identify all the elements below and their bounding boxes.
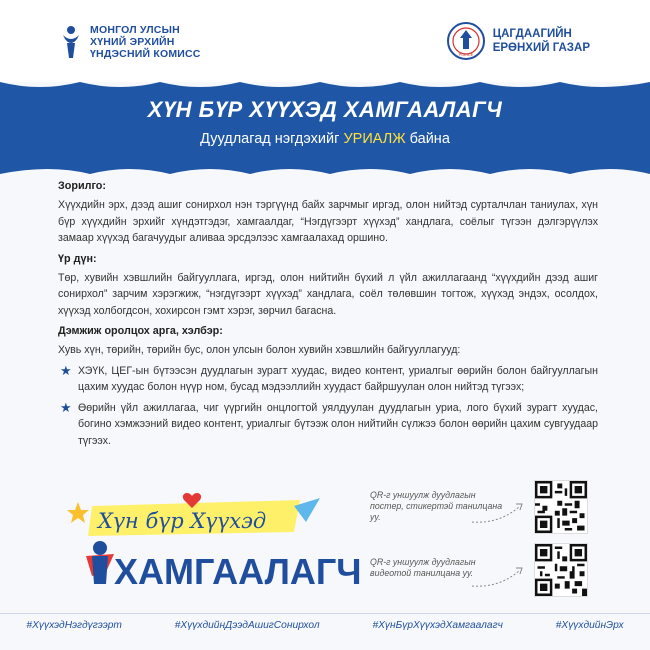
goal-heading: Зорилго: xyxy=(58,180,106,192)
header xyxy=(0,0,650,82)
right-org-line2: ЕРӨНХИЙ ГАЗАР xyxy=(492,42,590,54)
qr-note-line: QR-г уншуулж дуудлагын xyxy=(370,490,476,500)
subtitle-highlight: УРИАЛЖ xyxy=(343,131,406,147)
method-list xyxy=(58,363,598,450)
hashtag[interactable]: #ХүүхдийнЭрх xyxy=(555,620,624,631)
hashtag[interactable]: #ХүүхэдНэгдүгээрт xyxy=(26,620,122,631)
logo-script-text: Хүн бүр Хүүхэд xyxy=(98,509,267,533)
qr-note-line: постер, стикертэй танилцана xyxy=(370,501,503,511)
campaign-logo xyxy=(62,492,362,592)
list-item xyxy=(58,400,598,450)
child-figure-icon xyxy=(93,541,107,555)
method-heading: Дэмжиж оролцох арга, хэлбэр: xyxy=(58,325,223,337)
police-seal-icon xyxy=(447,22,485,60)
hashtag[interactable]: #ХүүхдийнДээдАшигСонирхол xyxy=(174,620,320,631)
left-org-line1: МОНГОЛ УЛСЫН xyxy=(90,24,180,36)
logo-main-text: ХАМГААЛАГЧ xyxy=(114,551,362,592)
result-heading: Үр дүн: xyxy=(58,252,97,265)
left-org-line2: ХҮНИЙ ЭРХИЙН xyxy=(90,36,175,48)
result-text: Төр, хувийн хэвшлийн байгууллага, иргэд, олон нийтийн бүхий л үйл ажиллагаанд “хүүхдийн дээд ашиг сонирхол” зарчим хэрэгжиж, “нэгдүгээрт хүүхэд” хандлага, соёл төлөвшин тогтож, хүүхэд эндэх, осолдох, хүүхэд холбогдсон, хохирсон гэмт хэрэг, зөрчил багасна. xyxy=(58,271,598,317)
qr-code-video[interactable] xyxy=(534,543,588,597)
nhrc-logo xyxy=(60,24,201,60)
qr-note-line: видеотой танилцана уу. xyxy=(370,568,474,578)
banner-subtitle xyxy=(0,131,650,147)
subtitle-pre: Дуудлагад нэгдэхийг xyxy=(200,131,344,147)
main-content xyxy=(58,178,598,453)
qr-note-video xyxy=(370,557,476,579)
goal-text: Хүүхдийн эрх, дээд ашиг сонирхол нэн тэргүүнд байх зарчмыг иргэд, олон нийтэд сурталчлан таниулах, хүн бүр хүүхдийн эрхийг хүндэтгэдэг, хамгаалдаг, “Нэгдүгээрт хүүхэд” хандлага, соёлыг түгээн дэлгэрүүлэх замаар хүүхэд багачуудыг аливаа эрсдэлээс хамгаалахад оршино. xyxy=(58,199,598,244)
subtitle-post: байна xyxy=(405,131,450,147)
arrow-icon xyxy=(470,498,526,526)
star-icon xyxy=(67,502,89,523)
bullet-text: Өөрийн үйл ажиллагаа, чиг үүргийн онцлогтой уялдуулан дуудлагын уриа, лого бүхий зурагт хуудас, богино хэмжээний видео контент, уриалгыг бүтээж олон нийтийн сүлжээ болон өөрийн цахим сувгуудаар түгээх. xyxy=(78,401,598,447)
qr-note-line: уу. xyxy=(370,512,381,522)
list-item xyxy=(58,363,598,396)
qr-code-poster[interactable] xyxy=(534,480,588,534)
banner-title: ХҮН БҮР ХҮҮХЭД ХАМГААЛАГЧ xyxy=(147,97,503,122)
hashtag[interactable]: #ХүнБүрХүүхэдХамгаалагч xyxy=(372,620,503,631)
qr-note-line: QR-г уншуулж дуудлагын xyxy=(370,557,476,567)
nhrc-emblem-icon xyxy=(60,25,82,59)
arrow-icon xyxy=(470,562,526,590)
star-icon: ★ xyxy=(60,399,72,415)
seal-bottom-text: POLICE xyxy=(458,52,474,57)
police-logo xyxy=(447,22,590,60)
star-icon: ★ xyxy=(60,362,72,378)
bullet-text: ХЭҮК, ЦЕГ-ын бүтээсэн дуудлагын зурагт хуудас, видео контент, уриалгыг өөрийн болон байгууллагын цахим хуудас болон нүүр ном, бусад мэдээллийн хуудаст байршуулан олон нийтэд түгээх; xyxy=(78,364,598,393)
left-org-line3: ҮНДЭСНИЙ КОМИСС xyxy=(90,48,201,60)
method-intro: Хувь хүн, төрийн, төрийн бус, олон улсын болон хувийн хэвшлийн байгууллагууд: xyxy=(58,344,461,356)
right-org-line1: ЦАГДААГИЙН xyxy=(492,28,572,40)
hashtag-bar xyxy=(0,613,650,631)
